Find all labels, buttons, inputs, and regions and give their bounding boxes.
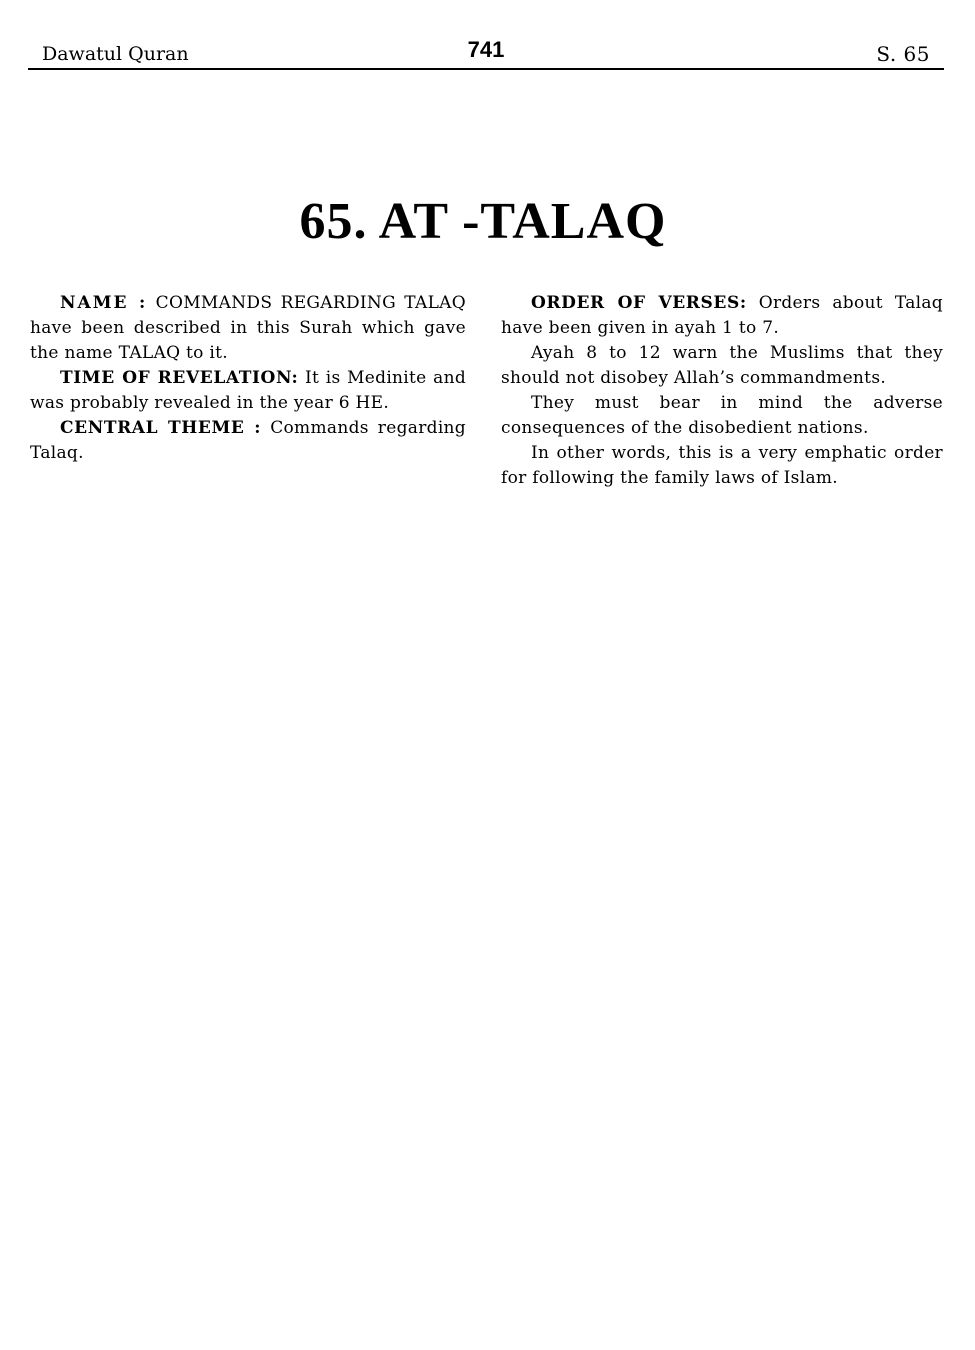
page-number: 741 (467, 37, 505, 62)
page-header (28, 34, 944, 70)
time-of-revelation-paragraph (30, 366, 466, 416)
central-theme-paragraph (30, 416, 466, 466)
time-of-revelation-label: TIME OF REVELATION: (60, 368, 299, 388)
name-label: NAME : (60, 293, 148, 313)
book-title: Dawatul Quran (42, 43, 189, 65)
right-column (501, 291, 943, 491)
left-column (30, 291, 466, 466)
order-of-verses-text: Orders about Talaq have been given in ayah 1 to 7. (501, 293, 943, 338)
surah-reference: S. 65 (876, 42, 930, 66)
name-text: COMMANDS REGARDING TALAQ have been described in this Surah which gave the name TALAQ to it. (30, 293, 466, 363)
body-paragraph: Ayah 8 to 12 warn the Muslims that they should not disobey Allah’s commandments. (501, 343, 943, 388)
central-theme-label: CENTRAL THEME : (60, 418, 262, 438)
body-paragraph: They must bear in mind the adverse consequences of the disobedient nations. (501, 393, 943, 438)
surah-title: 65. AT -TALAQ (299, 193, 667, 250)
order-of-verses-paragraph (501, 291, 943, 341)
central-theme-text: Commands regarding Talaq. (30, 418, 466, 463)
body-paragraph: In other words, this is a very emphatic order for following the family laws of Islam. (501, 443, 943, 488)
order-of-verses-label: ORDER OF VERSES: (531, 293, 747, 313)
name-paragraph (30, 291, 466, 366)
time-of-revelation-text: It is Medinite and was probably revealed in the year 6 HE. (30, 368, 466, 413)
